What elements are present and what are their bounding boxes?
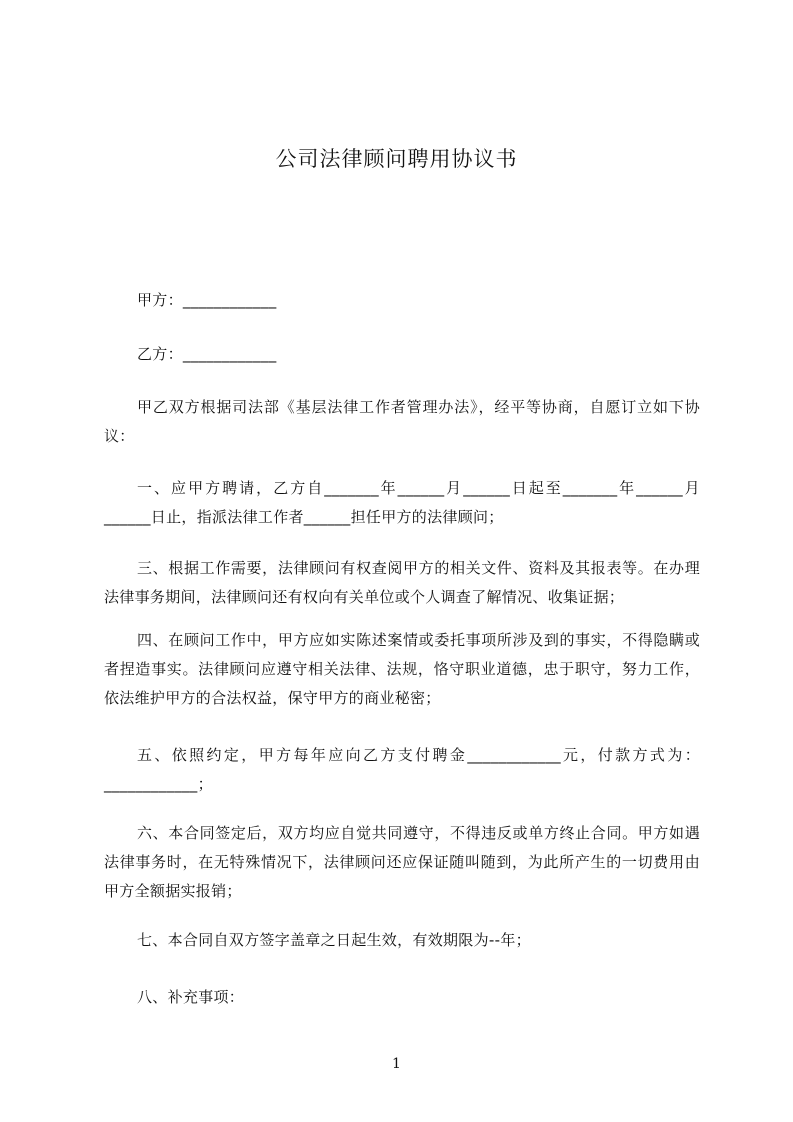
page-number: 1 [392,1056,401,1072]
clause-5-paragraph: 五、依照约定，甲方每年应向乙方支付聘金____________元，付款方式为：____________； [104,746,700,793]
document-title: 公司法律顾问聘用协议书 [275,147,518,171]
clause-7-paragraph: 七、本合同自双方签字盖章之日起生效，有效期限为--年； [137,931,531,949]
party-b-line: 乙方：____________ [137,345,277,363]
clause-8-paragraph: 八、补充事项： [137,988,245,1006]
clause-1-paragraph: 一、应甲方聘请，乙方自_______年______月______日起至_______年______月______日止，指派法律工作者______担任甲方的法律顾问； [104,479,700,526]
clause-6-paragraph: 六、本合同签定后，双方均应自觉共同遵守，不得违反或单方终止合同。甲方如遇法律事务时，在无特殊情况下，法律顾问还应保证随叫随到，为此所产生的一切费用由甲方全额据实报销； [104,824,700,900]
clause-3-paragraph: 三、根据工作需要，法律顾问有权查阅甲方的相关文件、资料及其报表等。在办理法律事务期间，法律顾问还有权向有关单位或个人调查了解情况、收集证据； [104,559,700,606]
clause-4-paragraph: 四、在顾问工作中，甲方应如实陈述案情或委托事项所涉及到的事实，不得隐瞒或者捏造事实。法律顾问应遵守相关法律、法规，恪守职业道德，忠于职守，努力工作，依法维护甲方的合法权益，保守甲方的商业秘密； [104,631,700,707]
preamble-paragraph: 甲乙双方根据司法部《基层法律工作者管理办法》，经平等协商，自愿订立如下协议： [104,398,700,445]
party-a-line: 甲方：____________ [137,291,277,309]
